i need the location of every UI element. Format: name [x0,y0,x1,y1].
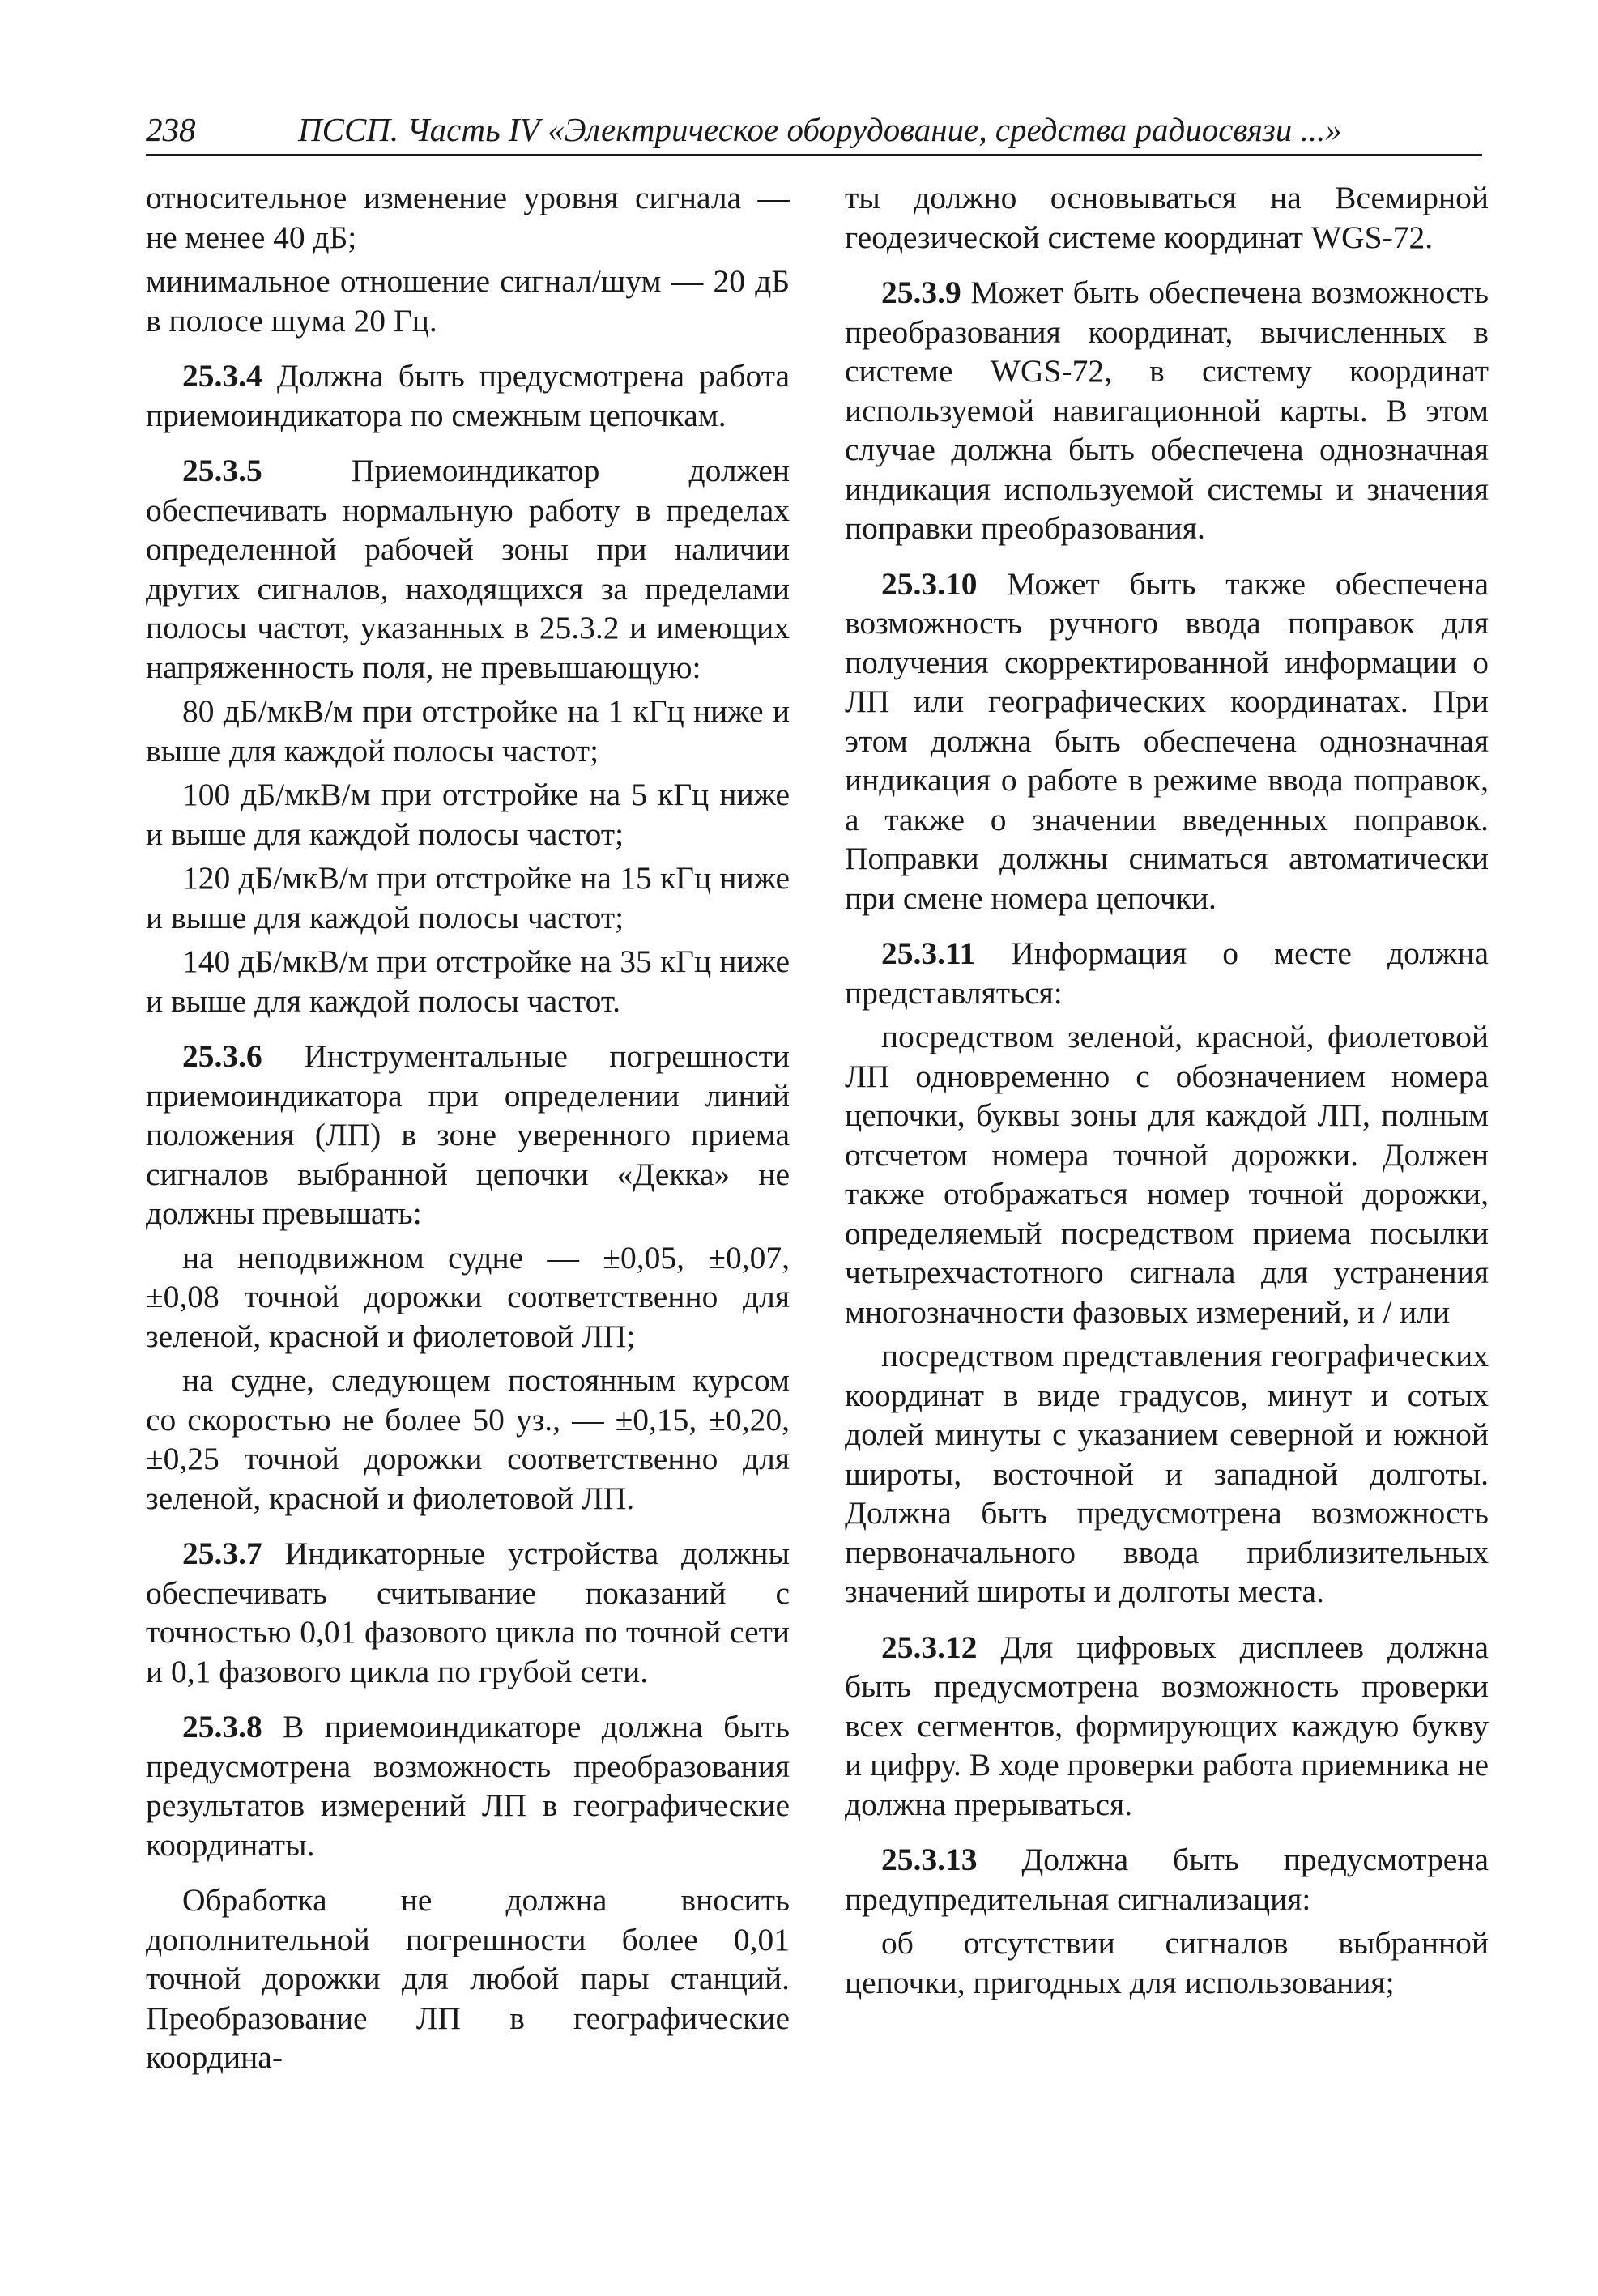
list-item: посредством представления географических координат в виде градусов, минут и сотых долей минуты с указанием северной и южной широты, восточной и западной долготы. Должна быть предусмотрена возможность первоначального ввода приблизительных значений широты и долготы места. [845,1338,1489,1609]
clause-text: Приемоиндикатор должен обеспечивать нормальную работу в пределах определенной рабочей зоны при наличии других сигналов, находящихся за пределами полосы частот, указанных в 25.3.2 и имеющих напряженность поля, не превышающую: [146,453,790,685]
clause-text: Информация о месте должна представляться: [845,935,1489,1011]
clause-number: 25.3.12 [881,1629,978,1665]
clause-text: Индикаторные устройства должны обеспечивать считывание показаний с точностью 0,01 фазового цикла по точной сети и 0,1 фазового цикла по грубой сети. [146,1536,790,1689]
clause-number: 25.3.6 [182,1038,262,1074]
clause-number: 25.3.8 [182,1709,262,1744]
paragraph: минимальное отношение сигнал/шум — 20 дБ в полосе шума 20 Гц. [146,263,790,339]
clause-25-3-4 [146,356,790,435]
clause-text: Инструментальные погрешности приемоиндикатора при определении линий положения (ЛП) в зоне уверенного приема сигналов выбранной цепочки «Декка» не должны превышать: [146,1038,790,1231]
clause-25-3-6 [146,1037,790,1233]
paragraph: Обработка не должна вносить дополнительной погрешности более 0,01 точной дорожки для любой пары станций. Преобразование ЛП в географические координа- [146,1882,790,2075]
list-item: 100 дБ/мкВ/м при отстройке на 5 кГц ниже и выше для каждой полосы частот; [146,777,790,852]
clause-25-3-12 [845,1628,1489,1825]
list-item: на судне, следующем постоянным курсом со скоростью не более 50 уз., — ±0,15, ±0,20, ±0,25 точной дорожки соответственно для зеленой, красной и фиолетовой ЛП. [146,1362,790,1516]
clause-25-3-8 [146,1707,790,1864]
clause-25-3-5 [146,451,790,687]
list-item: 140 дБ/мкВ/м при отстройке на 35 кГц ниже и выше для каждой полосы частот. [146,944,790,1019]
clause-number: 25.3.10 [881,565,978,602]
paragraph: относительное изменение уровня сигнала — не менее 40 дБ; [146,180,790,255]
header-title: ПССП. Часть IV «Электрическое оборудование, средства радиосвязи ...» [298,111,1342,148]
clause-25-3-11 [845,934,1489,1012]
clause-number: 25.3.11 [881,935,976,971]
clause-text: Может быть обеспечена возможность преобразования координат, вычисленных в системе WGS-72, в систему координат используемой навигационной карты. В этом случае должна быть обеспечена однозначная индикация используемой системы и значения поправки преобразования. [845,275,1489,546]
clause-text: Может быть также обеспечена возможность ручного ввода поправок для получения скорректированной информации о ЛП или географических координатах. При этом должна быть обеспечена однозначная индикация о работе в режиме ввода поправок, а также о значении введенных поправок. Поправки должны сниматься автоматически при смене номера цепочки. [845,565,1489,916]
clause-25-3-13 [845,1840,1489,1919]
clause-number: 25.3.4 [182,358,262,394]
page-number: 238 [146,111,196,148]
clause-25-3-10 [845,564,1489,918]
list-item: 80 дБ/мкВ/м при отстройке на 1 кГц ниже и выше для каждой полосы частот; [146,693,790,769]
clause-text: Должна быть предусмотрена работа приемоиндикатора по смежным цепочкам. [146,358,790,433]
clause-25-3-7 [146,1534,790,1691]
paragraph: ты должно основываться на Всемирной геодезической системе координат WGS-72. [845,180,1489,255]
clause-text: Для цифровых дисплеев должна быть предусмотрена возможность проверки всех сегментов, формирующих каждую букву и цифру. В ходе проверки работа приемника не должна прерываться. [845,1629,1489,1822]
list-item: об отсутствии сигналов выбранной цепочки, пригодных для использования; [845,1925,1489,2000]
list-item: на неподвижном судне — ±0,05, ±0,07, ±0,08 точной дорожки соответственно для зеленой, красной и фиолетовой ЛП; [146,1239,790,1354]
list-item: посредством зеленой, красной, фиолетовой ЛП одновременно с обозначением номера цепочки, буквы зоны для каждой ЛП, полным отсчетом номера точной дорожки. Должен также отображаться номер точной дорожки, определяемый посредством приема посылки четырехчастотного сигнала для устранения многозначности фазовых измерений, и / или [845,1019,1489,1330]
running-header [146,112,1482,156]
clause-text: Должна быть предусмотрена предупредительная сигнализация: [845,1842,1489,1917]
clause-number: 25.3.9 [881,275,961,310]
clause-text: В приемоиндикаторе должна быть предусмотрена возможность преобразования результатов измерений ЛП в географические координаты. [146,1709,790,1863]
right-column [845,178,1489,2018]
clause-25-3-9 [845,273,1489,548]
list-item: 120 дБ/мкВ/м при отстройке на 15 кГц ниже и выше для каждой полосы частот; [146,860,790,935]
clause-number: 25.3.13 [881,1842,978,1877]
clause-number: 25.3.7 [182,1536,262,1571]
clause-number: 25.3.5 [182,453,262,488]
left-column [146,178,790,2094]
